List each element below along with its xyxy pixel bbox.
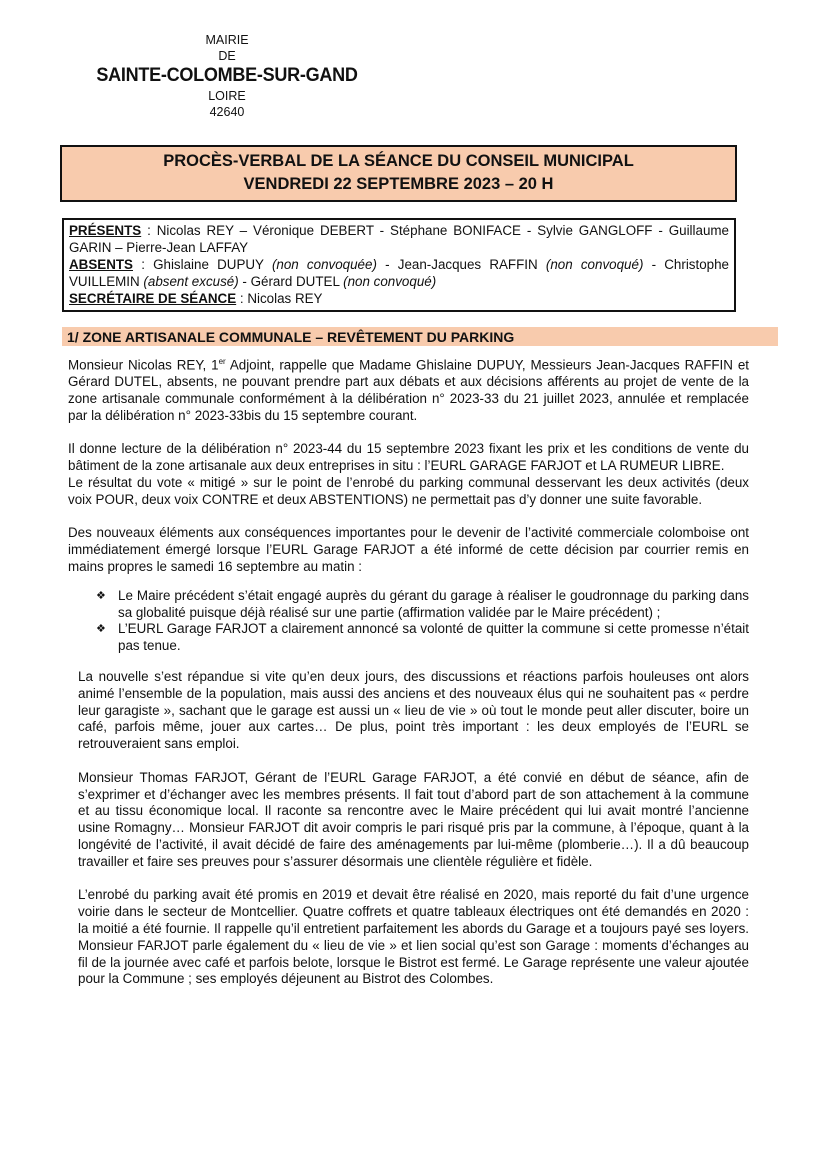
absent-name: : Ghislaine DUPUY: [133, 257, 272, 272]
letterhead-de: DE: [218, 49, 236, 63]
paragraph: [68, 354, 749, 425]
text: Monsieur Nicolas REY, 1: [68, 357, 219, 373]
absent-list: [69, 256, 729, 290]
secretary: [69, 290, 729, 307]
bullet-list: [68, 588, 749, 655]
section-heading: 1/ ZONE ARTISANALE COMMUNALE – REVÊTEMENT DU PARKING: [62, 327, 778, 346]
list-item: [68, 588, 749, 622]
text: Adjoint, rappelle que Madame Ghislaine DUPUY, Messieurs Jean-Jacques RAFFIN et Gérard DUTEL, absents, ne pouvant prendre part aux débats et aux décisions afférents au projet de vente de la zone artisanale communale conformément à la délibération n° 2023-33 du 21 juillet 2023, annulée et remplacée par la délibération n° 2023-33bis du 15 septembre courant.: [68, 357, 749, 423]
letterhead-town: SAINTE-COLOMBE-SUR-GAND: [96, 65, 358, 86]
secretary-name: : Nicolas REY: [236, 291, 323, 306]
absent-note: (non convoqué): [343, 274, 437, 289]
secretary-label: SECRÉTAIRE DE SÉANCE: [69, 291, 237, 306]
paragraph: L’enrobé du parking avait été promis en 2019 et devait être réalisé en 2020, mais reporté du fait d’une urgence voirie dans le secteur de Montcellier. Quatre coffrets et quatre tableaux électriques ont été demandés en 2020 : la moitié a été fournie. Il rappelle qu’il entretient parfaitement les abords du Garage et a toujours payé ses loyers. Monsieur FARJOT parle également du « lieu de vie » et lien social qu’est son Garage : moments d’échanges au fil de la journée avec café et parfois belote, lorsque le Bistrot est fermé. Le Garage représente une valeur ajoutée pour la Commune ; ses employés déjeunent au Bistrot des Colombes.: [78, 887, 749, 987]
letterhead-dept: LOIRE: [208, 89, 246, 103]
list-item-text: Le Maire précédent s’était engagé auprès du gérant du garage à réaliser le goudronnage du parking dans sa globalité puisque déjà réalisé sur une partie (affirmation validée par le Maire précédent) ;: [118, 587, 749, 620]
absent-note: (absent excusé): [143, 274, 239, 289]
title-line-2: VENDREDI 22 SEPTEMBRE 2023 – 20 H: [243, 175, 554, 193]
absent-note: (non convoqué): [545, 257, 644, 272]
attendance-box: [62, 218, 736, 312]
letterhead: [70, 32, 384, 120]
present-names: : Nicolas REY – Véronique DEBERT - Stéphane BONIFACE - Sylvie GANGLOFF - Guillaume GARIN – Pierre-Jean LAFFAY: [69, 223, 729, 255]
paragraph: Des nouveaux éléments aux conséquences importantes pour le devenir de l’activité commerciale colomboise ont immédiatement émergé lorsque l’EURL Garage FARJOT a été informé de cette décision par courrier remis en mains propres le samedi 16 septembre au matin :: [68, 525, 749, 575]
title-line-1: PROCÈS-VERBAL DE LA SÉANCE DU CONSEIL MUNICIPAL: [163, 152, 634, 170]
absent-name: - Gérard DUTEL: [238, 274, 344, 289]
document-title-box: [60, 145, 737, 202]
present-label: PRÉSENTS: [69, 223, 142, 238]
paragraph: Il donne lecture de la délibération n° 2023-44 du 15 septembre 2023 fixant les prix et les conditions de vente du bâtiment de la zone artisanale aux deux entreprises in situ : l’EURL GARAGE FARJOT et LA RUMEUR LIBRE.: [68, 441, 749, 474]
letterhead-postcode: 42640: [209, 105, 245, 119]
diamond-bullet-icon: ❖: [96, 623, 106, 636]
list-item-text: L’EURL Garage FARJOT a clairement annoncé sa volonté de quitter la commune si cette promesse n’était pas tenue.: [118, 621, 749, 654]
absent-note: (non convoquée): [271, 257, 377, 272]
paragraph: Monsieur Thomas FARJOT, Gérant de l’EURL Garage FARJOT, a été convié en début de séance, afin de s’exprimer et d’échanger avec les membres présents. Il fait tout d’abord part de son attachement à la commune et au tissu économique local. Il raconte sa rencontre avec le Maire précédent qui lui avait montré l’ancienne usine Romagny… Monsieur FARJOT dit avoir compris le pari risqué pris par la commune, à l’époque, quant à la longévité de l’activité, il avait décidé de faire des aménagements par lui-même (plomberie…). Il a dû beaucoup travailler et faire ses preuves pour s’assurer désormais une clientèle régulière et fidèle.: [78, 769, 749, 869]
absent-label: ABSENTS: [69, 257, 133, 272]
absent-name: - Christophe VUILLEMIN: [69, 257, 729, 289]
paragraph: Le résultat du vote « mitigé » sur le point de l’enrobé du parking communal desservant les deux activités (deux voix POUR, deux voix CONTRE et deux ABSTENTIONS) ne permettait pas d’y donner une suite favorable.: [68, 475, 749, 507]
paragraph: La nouvelle s’est répandue si vite qu’en deux jours, des discussions et réactions parfois houleuses ont alors animé l’ensemble de la population, mais aussi des anciens et des nouveaux élus qui ne souhaitent pas « perdre leur garagiste », sachant que le garage est aussi un « lieu de vie » où tout le monde peut aller discuter, boire un café, parfois même, jouer aux cartes… De plus, point très important : les deux employés de l’EURL se retrouveraient sans emploi.: [78, 669, 749, 752]
superscript: er: [218, 357, 226, 366]
absent-name: - Jean-Jacques RAFFIN: [376, 257, 546, 272]
list-item: [68, 621, 749, 655]
diamond-bullet-icon: ❖: [96, 589, 106, 602]
present-list: [69, 222, 729, 256]
letterhead-mairie: MAIRIE: [205, 33, 249, 47]
section-body: [68, 354, 749, 1005]
